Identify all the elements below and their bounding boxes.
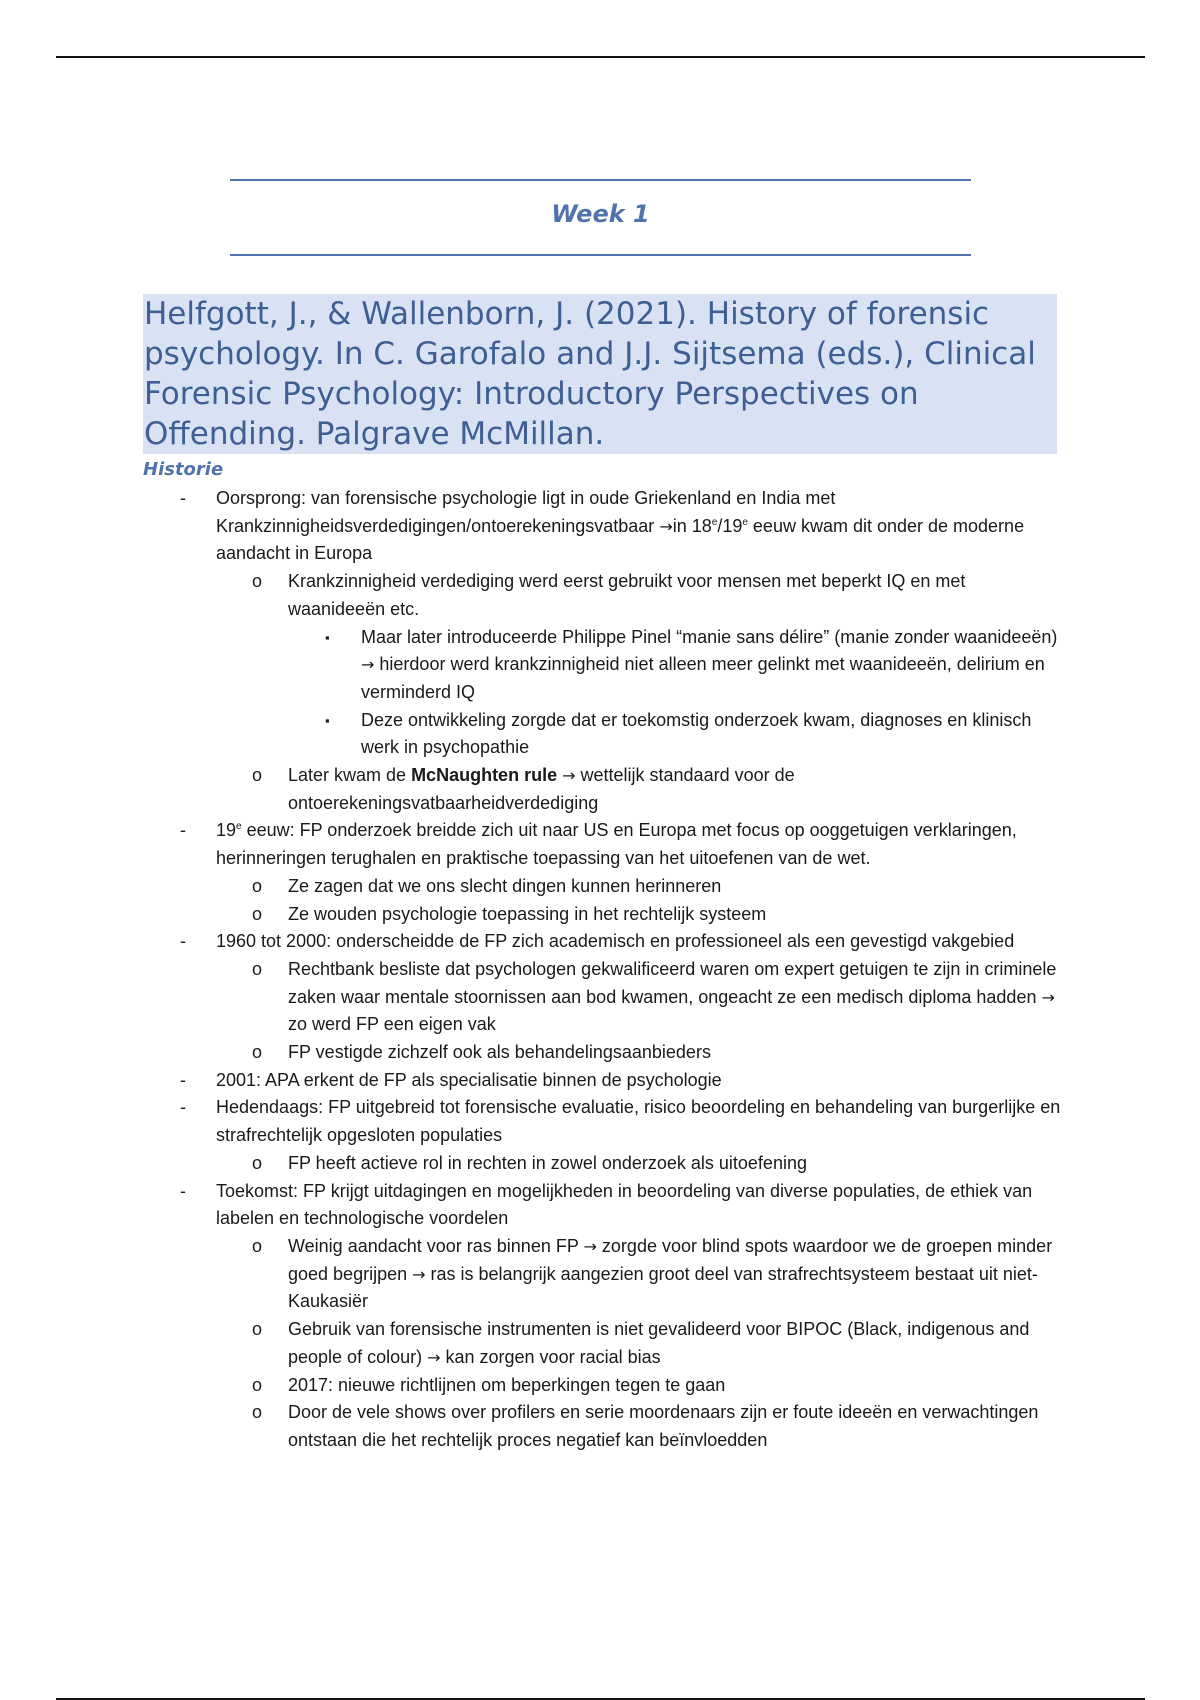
list-item: - 2001: APA erkent de FP als specialisatie binnen de psychologie: [0, 1067, 1066, 1095]
circle-bullet: o: [252, 875, 263, 896]
list-item: o Weinig aandacht voor ras binnen FP → zorgde voor blind spots waardoor we de groepen minder goed begrijpen → ras is belangrijk aangezien groot deel van strafrechtsysteem bestaat uit niet-Kaukasiër: [0, 1233, 1066, 1316]
citation-heading: Helfgott, J., & Wallenborn, J. (2021). History of forensic psychology. In C. Garofalo and J.J. Sijtsema (eds.), Clinical Forensic Psychology: Introductory Perspectives on Offending. Palgrave McMillan.: [143, 294, 1057, 454]
arrow-icon: →: [412, 1264, 426, 1284]
circle-bullet: o: [252, 1235, 263, 1256]
page-header-rule: [56, 56, 1145, 58]
list-item: o Gebruik van forensische instrumenten is niet gevalideerd voor BIPOC (Black, indigenous and people of colour) → kan zorgen voor racial bias: [0, 1316, 1066, 1371]
circle-bullet: o: [252, 1374, 263, 1395]
dash-bullet: -: [180, 931, 186, 952]
list-item: - 19e eeuw: FP onderzoek breidde zich uit naar US en Europa met focus op ooggetuigen verklaringen, herinneringen terughalen en praktische toepassing van het uitoefenen van de wet.: [0, 817, 1066, 872]
section-title-historie: Historie: [143, 459, 224, 480]
circle-bullet: o: [252, 903, 263, 924]
circle-bullet: o: [252, 1402, 263, 1423]
circle-bullet: o: [252, 1152, 263, 1173]
dash-bullet: -: [180, 488, 186, 508]
week-title: Week 1: [551, 200, 650, 228]
arrow-icon: →: [427, 1347, 441, 1367]
list-item: o Krankzinnigheid verdediging werd eerst gebruikt voor mensen met beperkt IQ en met waanideeën etc.: [0, 568, 1066, 623]
list-item: o Ze wouden psychologie toepassing in het rechtelijk systeem: [0, 901, 1066, 929]
list-item: o FP heeft actieve rol in rechten in zowel onderzoek als uitoefening: [0, 1150, 1066, 1178]
arrow-icon: →: [583, 1236, 597, 1256]
history-outline: [0, 485, 1200, 1455]
dash-bullet: -: [180, 1069, 186, 1090]
list-item: o Rechtbank besliste dat psychologen gekwalificeerd waren om expert getuigen te zijn in criminele zaken waar mentale stoornissen aan bod kwamen, ongeacht ze een medisch diploma hadden → zo werd FP een eigen vak: [0, 956, 1066, 1039]
dash-bullet: -: [180, 820, 186, 841]
circle-bullet: o: [252, 571, 263, 592]
list-item: - Hedendaags: FP uitgebreid tot forensische evaluatie, risico beoordeling en behandeling van burgerlijke en strafrechtelijk opgesloten populaties: [0, 1094, 1066, 1149]
list-item: o Later kwam de McNaughten rule → wettelijk standaard voor de ontoerekeningsvatbaarheidverdediging: [0, 762, 1066, 817]
list-item: - Toekomst: FP krijgt uitdagingen en mogelijkheden in beoordeling van diverse populaties, de ethiek van labelen en technologische voordelen: [0, 1178, 1066, 1233]
square-bullet: ▪: [325, 712, 330, 728]
list-item: ▪ Maar later introduceerde Philippe Pinel “manie sans délire” (manie zonder waanideeën) → hierdoor werd krankzinnigheid niet alleen meer gelinkt met waanideeën, delirium en verminderd IQ: [0, 624, 1066, 707]
week-title-rule-top: [230, 179, 971, 181]
arrow-icon: →: [361, 655, 375, 675]
list-item: o Ze zagen dat we ons slecht dingen kunnen herinneren: [0, 873, 1066, 901]
list-item: o FP vestigde zichzelf ook als behandelingsaanbieders: [0, 1039, 1066, 1067]
dash-bullet: -: [180, 1097, 186, 1118]
list-item: - 1960 tot 2000: onderscheidde de FP zich academisch en professioneel als een gevestigd vakgebied: [0, 928, 1066, 956]
square-bullet: ▪: [325, 629, 330, 645]
circle-bullet: o: [252, 958, 263, 979]
arrow-icon: →: [562, 766, 576, 786]
circle-bullet: o: [252, 1319, 263, 1340]
list-item: ▪ Deze ontwikkeling zorgde dat er toekomstig onderzoek kwam, diagnoses en klinisch werk in psychopathie: [0, 707, 1066, 762]
arrow-icon: →: [1041, 987, 1055, 1007]
list-item: - Oorsprong: van forensische psychologie ligt in oude Griekenland en India met Krankzinnigheidsverdedigingen/ontoerekeningsvatbaar →in 18e/19e eeuw kwam dit onder de moderne aandacht in Europa: [0, 485, 1066, 568]
week-title-rule-bottom: [230, 254, 971, 256]
list-item: o 2017: nieuwe richtlijnen om beperkingen tegen te gaan: [0, 1372, 1066, 1400]
circle-bullet: o: [252, 1042, 263, 1063]
circle-bullet: o: [252, 765, 263, 786]
dash-bullet: -: [180, 1180, 186, 1201]
list-item: o Door de vele shows over profilers en serie moordenaars zijn er foute ideeën en verwachtingen ontstaan die het rechtelijk proces negatief kan beïnvloedden: [0, 1399, 1066, 1454]
arrow-icon: →: [659, 516, 673, 536]
